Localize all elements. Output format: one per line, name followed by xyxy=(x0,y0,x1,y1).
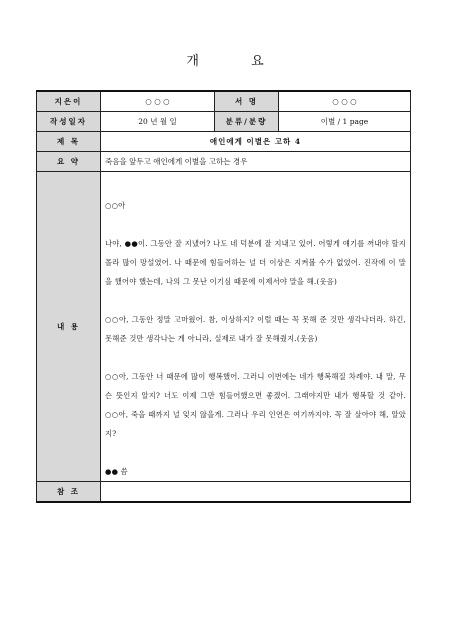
subject-label: 제 목 xyxy=(37,132,101,152)
writer-value: ○ ○ ○ xyxy=(279,91,411,112)
summary-row xyxy=(37,152,411,172)
letter-paragraph-1: 나야, ●●이. 그동안 잘 지냈어? 나도 네 덕분에 잘 지내고 있어. 어렇게 얘기를 꺼내야 할지 몰라 많이 망설였어. 나 때문에 힘들어하는 널 더 이상은 지켜볼 수가 없었어. 진작에 이 말을 했어야 했는데, 나의 그 못난 이기심 때문에 이제서야 말을 해.(웃음) xyxy=(105,239,406,286)
letter-closing: ●● 씀 xyxy=(105,467,128,476)
content-body xyxy=(101,172,411,482)
date-row xyxy=(37,112,411,132)
author-label: 지은이 xyxy=(37,91,101,112)
date-label: 작성일자 xyxy=(37,112,101,132)
category-value: 이별 / 1 page xyxy=(279,112,411,132)
subject-value: 애인에게 이별은 고하 4 xyxy=(101,132,411,152)
reference-value xyxy=(101,482,411,503)
reference-row xyxy=(37,482,411,503)
content-label: 내 용 xyxy=(37,172,101,482)
subject-row xyxy=(37,132,411,152)
page-title: 개 요 xyxy=(186,54,288,69)
letter-paragraph-2: ○○아, 그동안 정말 고마웠어. 참, 이상하지? 이럴 때는 꼭 못해 준 것만 생각나더라. 하긴, 못해준 것만 생각나는 게 아니라, 실제로 내가 잘 못해줬지.(웃음) xyxy=(105,315,406,343)
reference-label: 참 조 xyxy=(37,482,101,503)
author-row xyxy=(37,91,411,112)
content-row xyxy=(37,172,411,482)
summary-value: 죽음을 앞두고 애인에게 이별을 고하는 경우 xyxy=(101,152,411,172)
summary-label: 요 약 xyxy=(37,152,101,172)
author-value: ○ ○ ○ xyxy=(101,91,215,112)
date-value: 20 년 월 일 xyxy=(101,112,215,132)
document-form xyxy=(36,90,411,503)
category-label: 분류/분량 xyxy=(215,112,279,132)
letter-greeting: ○○아 xyxy=(105,201,126,210)
letter-paragraph-3: ○○아, 그동안 너 때문에 많이 행복했어. 그러니 이번에는 네가 행복해질 차례야. 내 말, 무슨 뜻인지 알지? 너도 이제 그만 힘들어했으면 좋겠어. 그래야지만 내가 행복할 것 같아. ○○아, 죽을 때까지 널 잊지 않을게. 그러나 우리 인연은 여기까지야. 꼭 잘 살아야 해, 알았지? xyxy=(105,372,406,438)
writer-label: 서 명 xyxy=(215,91,279,112)
